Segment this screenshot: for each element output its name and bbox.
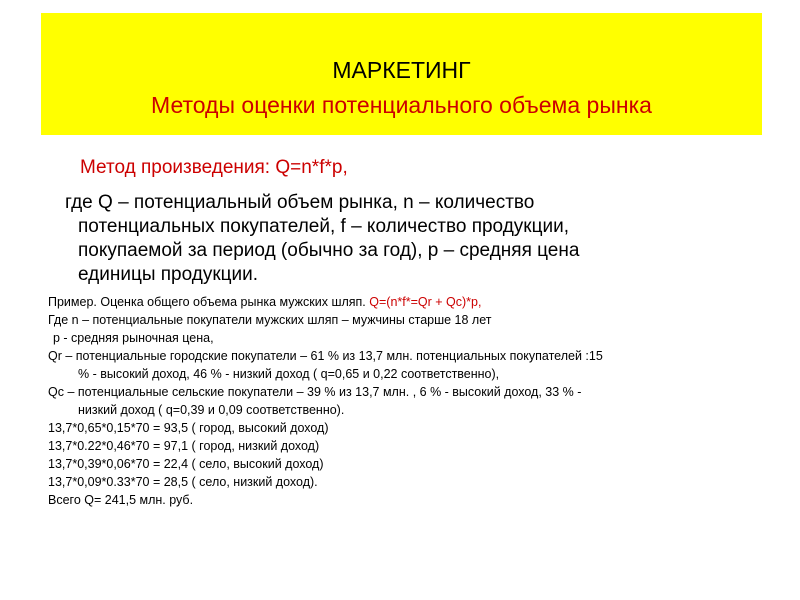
- qc-line-1: Qc – потенциальные сельские покупатели – 39 % из 13,7 млн. , 6 % - высокий доход, 33 % -: [48, 385, 582, 399]
- example-intro: Пример. Оценка общего объема рынка мужских шляп.: [48, 295, 366, 309]
- qr-line-2: % - высокий доход, 46 % - низкий доход ( q=0,65 и 0,22 соответственно),: [78, 367, 500, 381]
- n-definition: Где n – потенциальные покупатели мужских шляп – мужчины старше 18 лет: [48, 313, 492, 327]
- example-block: [48, 293, 768, 509]
- title-banner: [41, 13, 762, 135]
- calc-line: 13,7*0.22*0,46*70 = 97,1 ( город, низкий доход): [48, 439, 320, 453]
- qr-line-1: [48, 347, 762, 365]
- qr-text-1: Qr – потенциальные городские покупатели – 61 % из 13,7 млн. потенциальных покупателей :: [48, 349, 589, 363]
- definition-line: покупаемой за период (обычно за год), p – средняя цена: [78, 240, 580, 261]
- example-formula: Q=(n*f*=Qr + Qc)*p,: [369, 295, 482, 309]
- slide-subtitle: Методы оценки потенциального объема рынка: [151, 92, 652, 118]
- slide-title: МАРКЕТИНГ: [332, 57, 471, 83]
- qr-text-1-end: 15: [588, 349, 603, 363]
- calc-line: 13,7*0,39*0,06*70 = 22,4 ( село, высокий доход): [48, 457, 324, 471]
- definition-line: потенциальных покупателей, f – количество продукции,: [78, 216, 569, 237]
- example-intro-line: [48, 293, 768, 311]
- definition-text: [65, 191, 705, 287]
- total-line: Всего Q= 241,5 млн. руб.: [48, 493, 194, 507]
- method-label: Метод произведения: Q=n*f*p,: [80, 157, 348, 178]
- definition-line: где Q – потенциальный объем рынка, n – количество: [65, 192, 535, 213]
- calc-line: 13,7*0,65*0,15*70 = 93,5 ( город, высокий доход): [48, 421, 329, 435]
- definition-line: единицы продукции.: [78, 264, 259, 285]
- calc-line: 13,7*0,09*0.33*70 = 28,5 ( село, низкий доход).: [48, 475, 318, 489]
- qc-line-2: низкий доход ( q=0,39 и 0,09 соответственно).: [78, 403, 345, 417]
- p-definition: p - средняя рыночная цена,: [53, 331, 214, 345]
